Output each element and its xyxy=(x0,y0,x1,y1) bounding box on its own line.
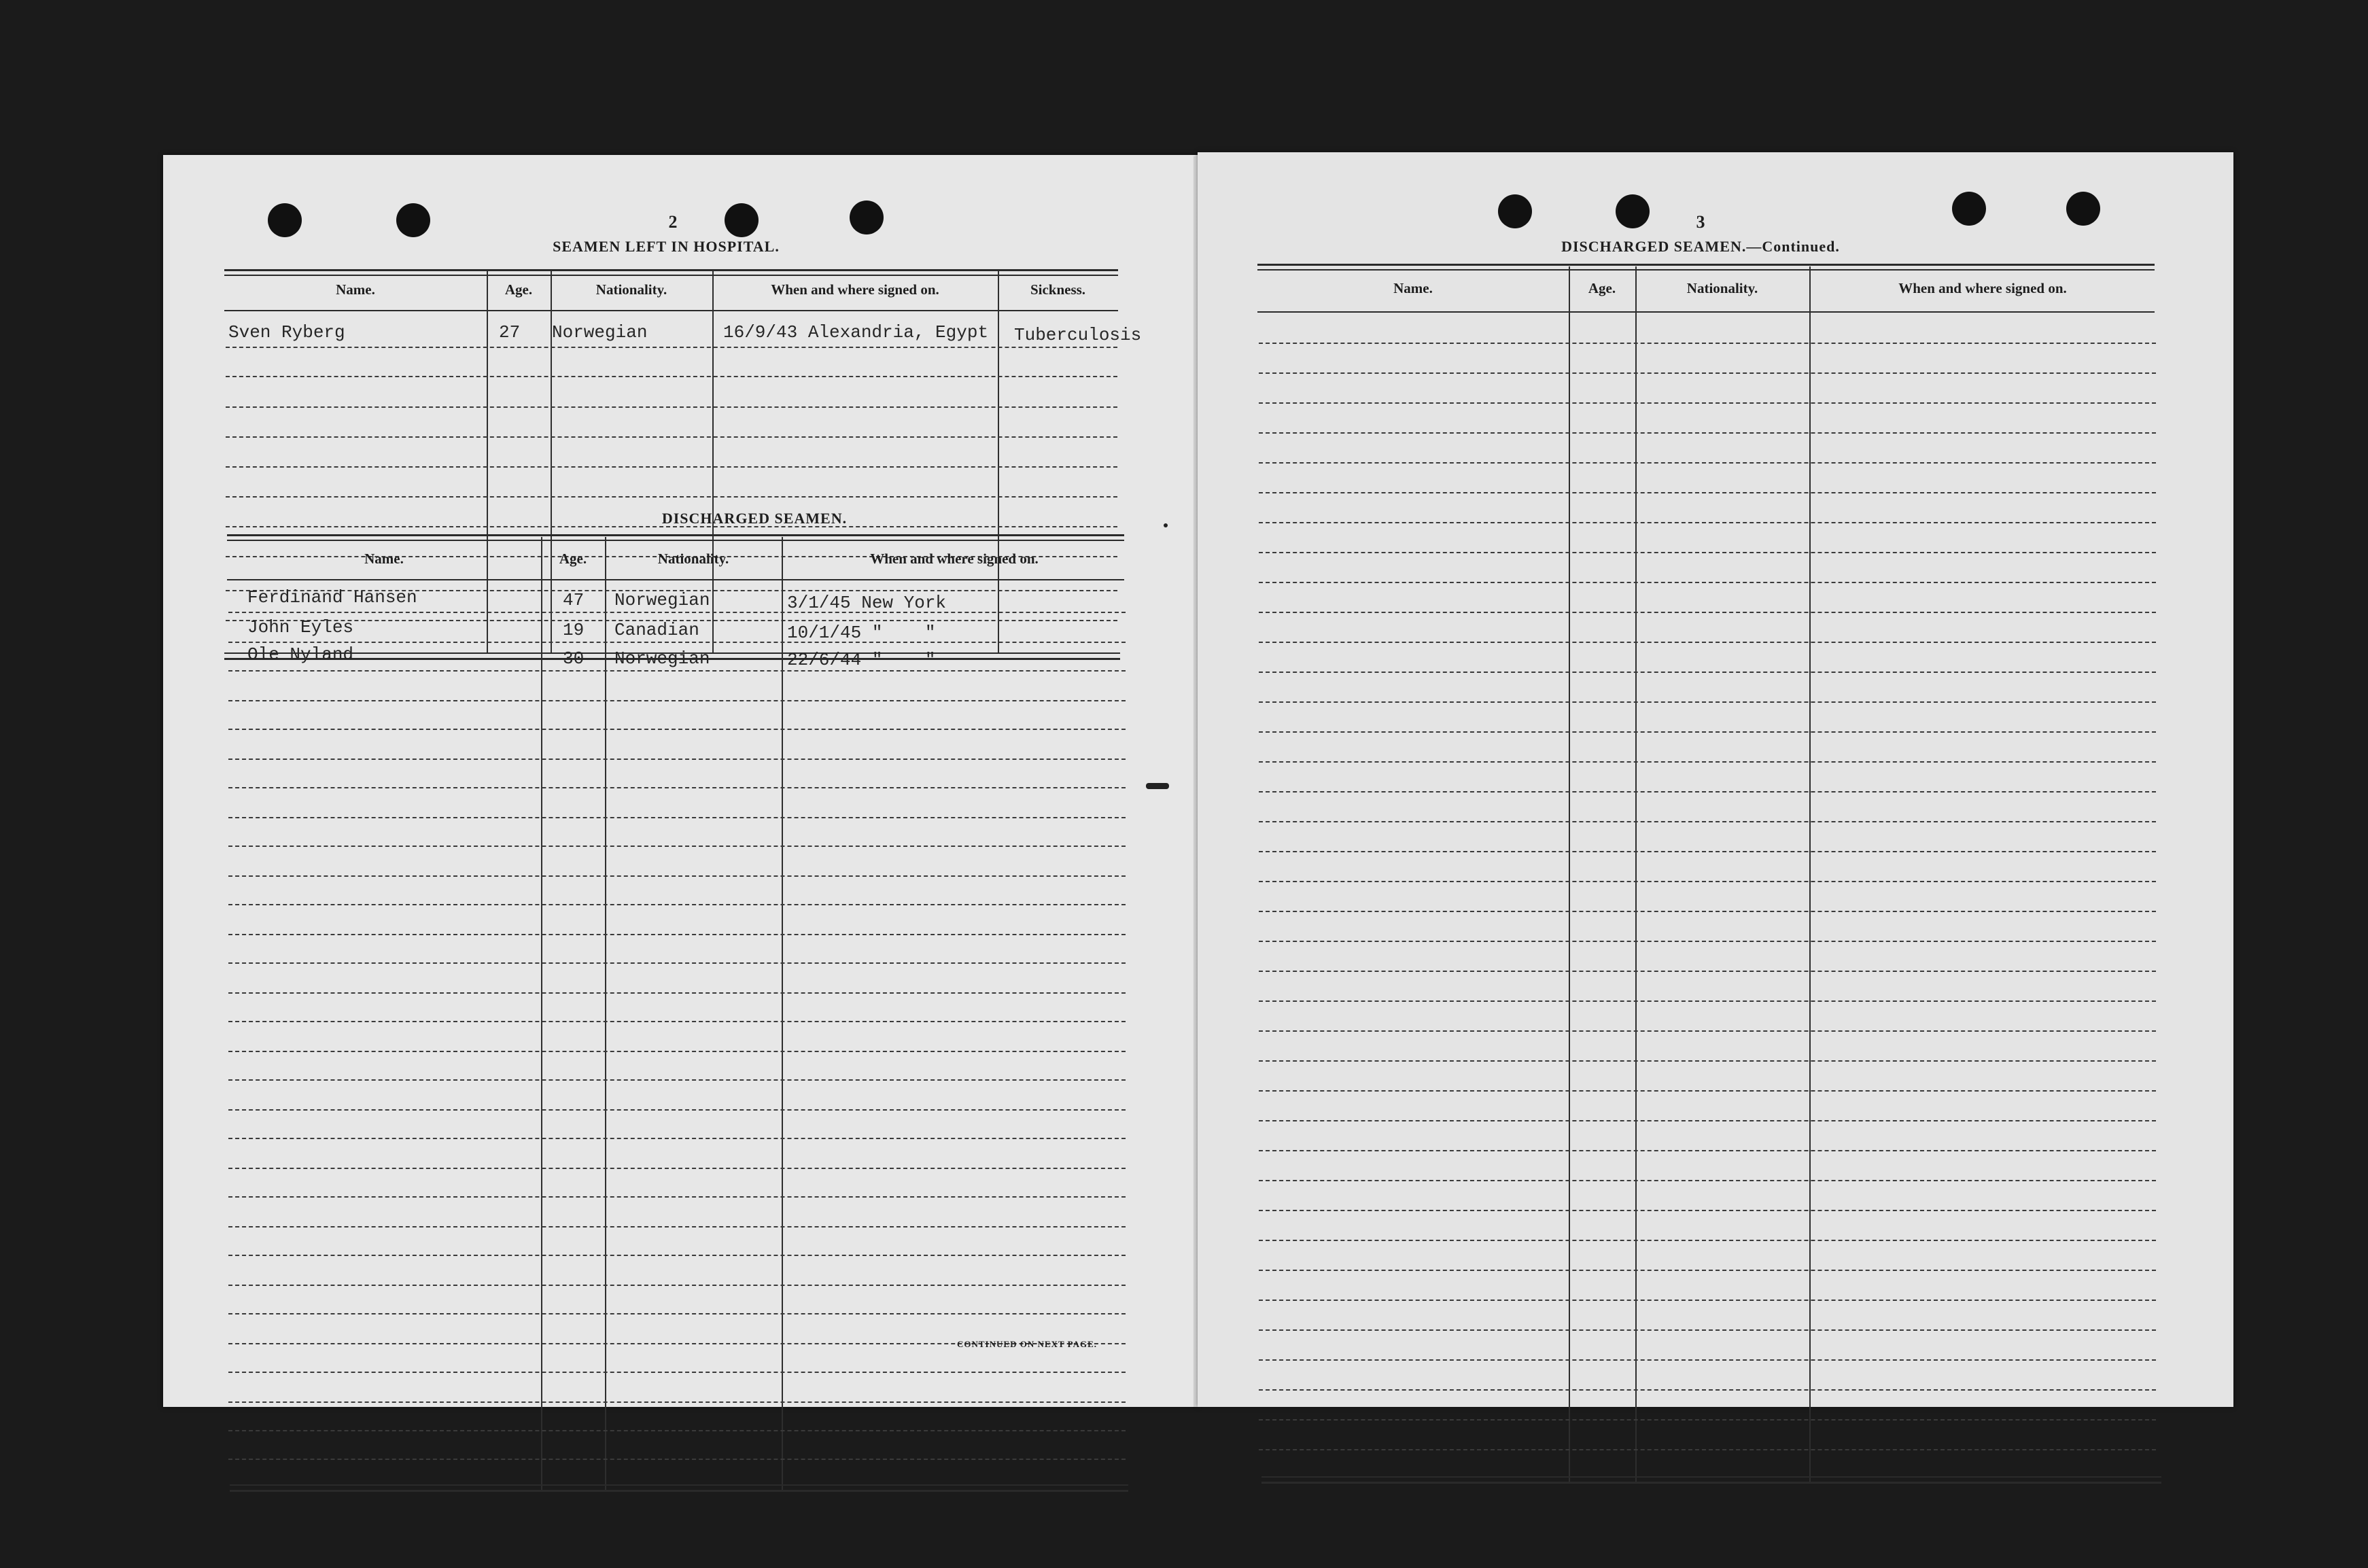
discharged-col-name: Name. xyxy=(364,551,404,567)
continued-col-name: Name. xyxy=(1393,280,1433,296)
hospital-row-nationality: Norwegian xyxy=(552,322,648,343)
continued-col-nationality: Nationality. xyxy=(1686,280,1758,296)
discharged-row-nationality: Canadian xyxy=(614,620,699,640)
binder-hole xyxy=(725,203,759,237)
binder-hole xyxy=(1498,194,1532,228)
hospital-col-nationality: Nationality. xyxy=(595,281,667,298)
discharged-row-name: Ferdinand Hansen xyxy=(247,587,417,608)
binder-hole xyxy=(850,201,884,234)
hospital-row-name: Sven Ryberg xyxy=(228,322,345,343)
discharged-row-nationality: Norwegian xyxy=(614,648,710,669)
hospital-row-signed-on: 16/9/43 Alexandria, Egypt xyxy=(723,322,989,343)
hospital-col-sickness: Sickness. xyxy=(1030,281,1086,298)
binder-hole xyxy=(1616,194,1650,228)
discharged-row-signed-on: 3/1/45 New York xyxy=(787,593,947,613)
page-number: 2 xyxy=(668,212,678,232)
discharged-col-nationality: Nationality. xyxy=(657,551,729,567)
binder-hole xyxy=(2066,192,2100,226)
hospital-col-signed-on: When and where signed on. xyxy=(771,281,939,298)
discharged-row-age: 30 xyxy=(563,648,585,669)
ink-mark xyxy=(1146,783,1169,789)
binder-hole xyxy=(1952,192,1986,226)
right-page xyxy=(1198,152,2233,1407)
discharged-row-signed-on: 22/6/44 " " xyxy=(787,650,936,670)
binder-hole xyxy=(268,203,302,237)
discharged-section-title: DISCHARGED SEAMEN. xyxy=(661,510,848,527)
ink-dot xyxy=(1164,523,1168,527)
discharged-col-signed-on: When and where signed on. xyxy=(870,551,1039,567)
hospital-col-age: Age. xyxy=(504,281,533,298)
continued-note: CONTINUED ON NEXT PAGE. xyxy=(957,1339,1097,1349)
continued-col-signed-on: When and where signed on. xyxy=(1898,280,2067,296)
hospital-row-sickness: Tuberculosis xyxy=(1014,325,1142,345)
discharged-col-age: Age. xyxy=(559,551,587,567)
discharged-row-age: 19 xyxy=(563,620,585,640)
page-number: 3 xyxy=(1696,212,1705,232)
discharged-row-name: Ole Nyland xyxy=(247,644,354,665)
discharged-row-signed-on: 10/1/45 " " xyxy=(787,623,936,643)
binder-hole xyxy=(396,203,430,237)
discharged-row-nationality: Norwegian xyxy=(614,590,710,610)
continued-col-age: Age. xyxy=(1588,280,1616,296)
discharged-row-age: 47 xyxy=(563,590,585,610)
discharged-row-name: John Eyles xyxy=(247,617,354,638)
discharged-continued-title: DISCHARGED SEAMEN.—Continued. xyxy=(1561,238,1840,255)
left-page xyxy=(163,155,1198,1407)
hospital-row-age: 27 xyxy=(499,322,521,343)
hospital-section-title: SEAMEN LEFT IN HOSPITAL. xyxy=(553,238,780,255)
hospital-col-name: Name. xyxy=(336,281,375,298)
